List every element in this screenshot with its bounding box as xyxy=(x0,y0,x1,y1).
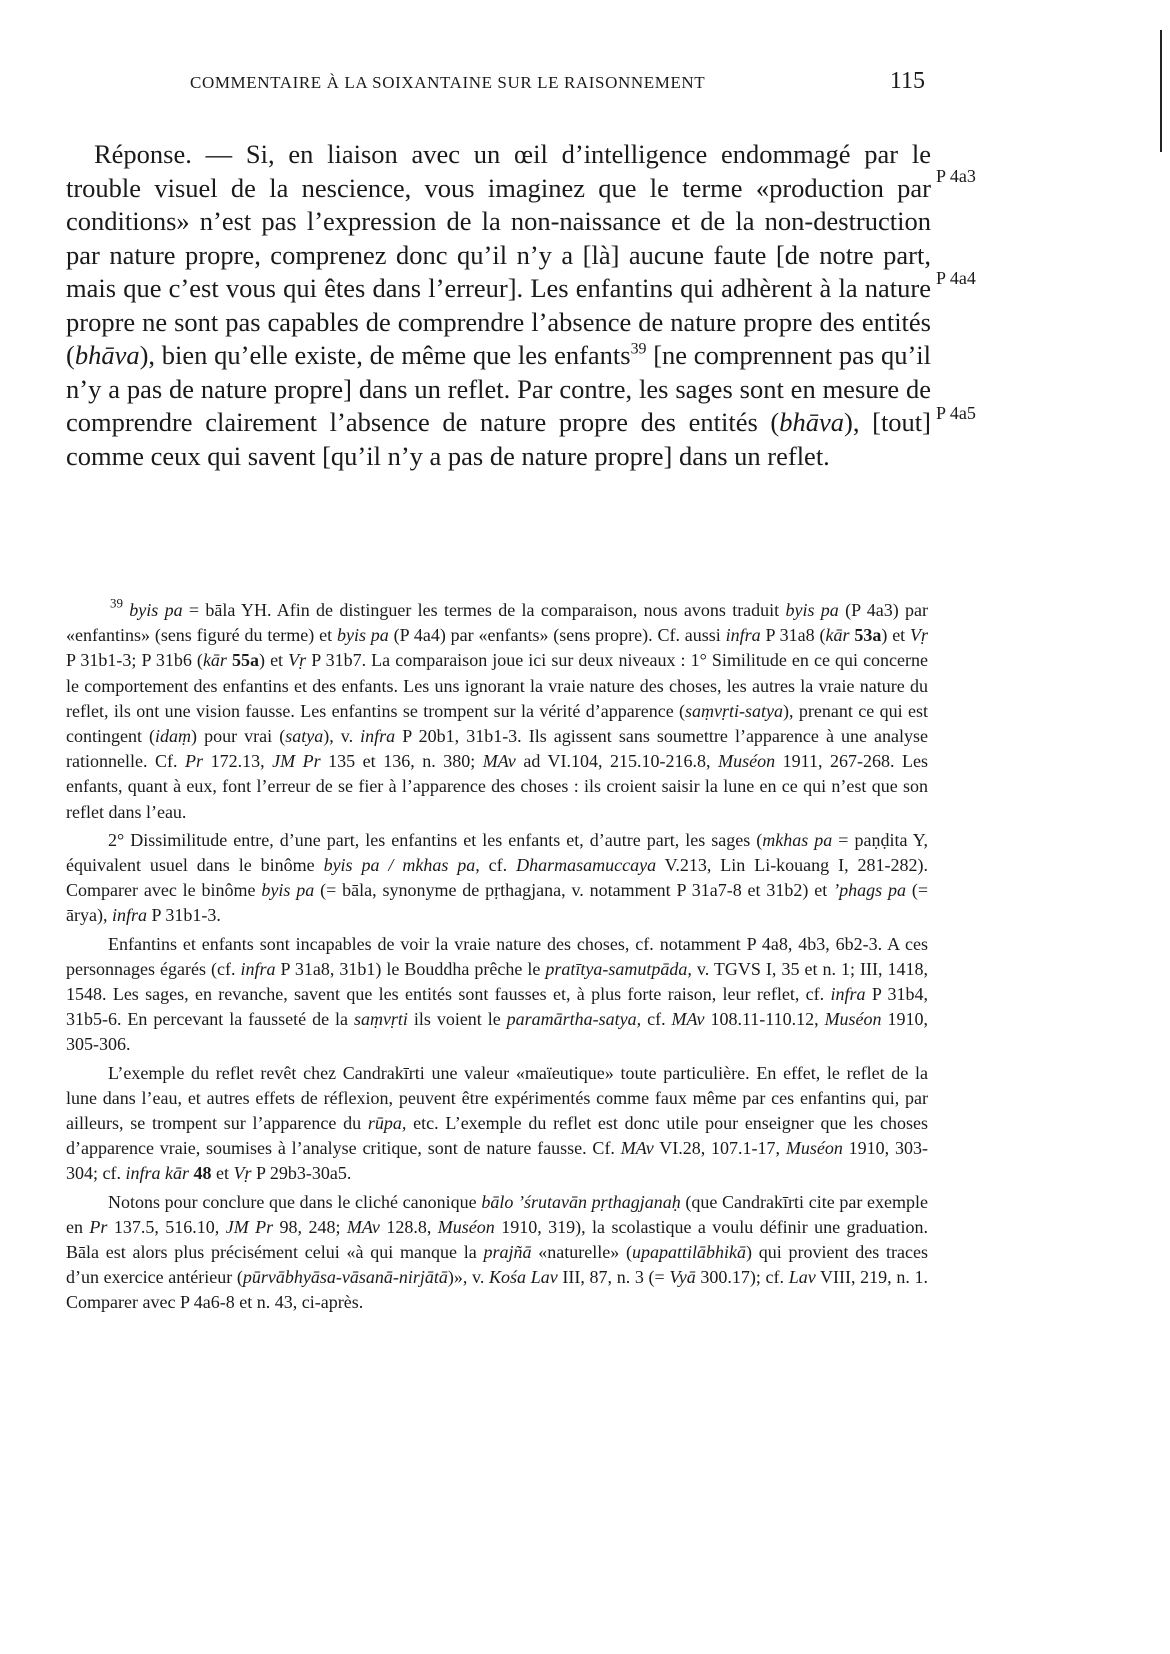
text-run: ), v. xyxy=(323,726,361,747)
text-run: cf. xyxy=(641,1009,672,1030)
text-run: V.213, Lin Li-kouang I, 281-282). Comparer avec le binôme xyxy=(66,855,929,901)
text-run: = paṇḍita Y, équivalent usuel dans le binôme xyxy=(66,829,928,876)
footnotes xyxy=(66,595,929,1319)
italic-run: idaṃ xyxy=(155,726,192,747)
text-run: ), prenant ce qui est contingent ( xyxy=(66,700,928,747)
italic-run: MAv xyxy=(671,1009,705,1030)
italic-run: Vṛ xyxy=(910,625,929,646)
text-run: L’exemple du reflet revêt chez Candrakīrti une valeur «maïeutique» toute particulière. En effet, le reflet de la lune dans l’eau, et autres effets de réflexion, peuvent être expérimentés comme faux même par ces enfantins qui, par ailleurs, se trompent sur l’apparence du xyxy=(66,1062,928,1134)
margin-reference: P 4a5 xyxy=(936,403,976,423)
page-edge-mark xyxy=(1160,30,1162,152)
italic-run: Pr xyxy=(89,1216,108,1237)
text-run: 128.8, xyxy=(379,1216,438,1237)
italic-run: kār xyxy=(825,625,850,646)
footnote-39-paragraph-2 xyxy=(66,828,928,929)
text-run: cf. xyxy=(479,855,517,876)
margin-reference: P 4a3 xyxy=(936,166,976,186)
main-text xyxy=(66,138,931,473)
italic-run: Pr xyxy=(185,751,204,772)
text-run: ) et xyxy=(881,625,911,646)
text-run: P 31b1-3. xyxy=(146,905,221,926)
italic-run: byis pa xyxy=(129,600,183,620)
text-run: «naturelle» ( xyxy=(531,1242,632,1263)
italic-run: rūpa, xyxy=(367,1113,407,1134)
italic-run: JM Pr xyxy=(225,1216,274,1237)
italic-run: Muséon xyxy=(718,751,776,772)
italic-run: pūrvābhyāsa-vāsanā-nirjātā xyxy=(242,1267,448,1288)
text-run: ) pour vrai ( xyxy=(191,726,286,747)
footnote-39-paragraph-5 xyxy=(66,1190,928,1316)
text-run: = bāla YH. Afin de distinguer les termes de la comparaison, nous avons traduit xyxy=(182,600,786,620)
italic-run: paramārtha-satya, xyxy=(506,1009,642,1030)
italic-run: Dharmasamuccaya xyxy=(516,855,657,876)
text-run: Notons pour conclure que dans le cliché canonique xyxy=(108,1191,482,1212)
italic-run: pratītya-samutpāda, xyxy=(545,958,692,979)
italic-run: Muséon xyxy=(824,1009,882,1030)
margin-reference: P 4a4 xyxy=(936,268,976,288)
text-run: ad VI.104, 215.10-216.8, xyxy=(515,751,719,772)
italic-run: upapattilābhikā xyxy=(632,1242,746,1263)
italic-run: saṃvṛti xyxy=(353,1009,408,1030)
text-run: ils voient le xyxy=(407,1009,507,1030)
text-run: 172.13, xyxy=(203,751,273,772)
italic-run: Kośa Lav xyxy=(489,1267,558,1288)
text-run: P 20b1, 31b1-3. Ils agissent sans soumettre l’apparence à une analyse rationnelle. Cf. xyxy=(66,726,929,772)
italic-run: bālo ’śrutavān pṛthagjanaḥ xyxy=(481,1191,681,1212)
italic-run: mkhas pa xyxy=(762,829,833,850)
text-run: et xyxy=(211,1163,234,1184)
text-run: (P 4a3) par «enfantins» (sens figuré du terme) et xyxy=(66,600,929,646)
italic-run: MAv xyxy=(620,1138,654,1159)
text-run: P 29b3-30a5. xyxy=(251,1163,352,1184)
italic-run: byis pa xyxy=(785,600,839,620)
text-run: ), [tout] comme ceux qui savent [qu’il n’y a pas de nature propre] dans un reflet. xyxy=(66,407,931,471)
text-run: [ne comprennent pas qu’il n’y a pas de nature propre] dans un reflet. Par contre, les sages sont en mesure de comprendre clairement l’absence de nature propre des entités ( xyxy=(66,340,931,437)
italic-run: JM Pr xyxy=(272,751,321,772)
text-run: 1910, 305-306. xyxy=(66,1009,928,1055)
page-number: 115 xyxy=(889,68,925,94)
italic-run: byis pa xyxy=(261,880,315,901)
italic-run: prajñā xyxy=(483,1242,532,1263)
italic-run: infra xyxy=(830,984,866,1005)
text-run: ), bien qu’elle existe, de même que les enfants xyxy=(139,340,631,370)
text-run: 137.5, 516.10, xyxy=(107,1216,226,1237)
text-run: VIII, 219, n. 1. Comparer avec P 4a6-8 et n. 43, ci-après. xyxy=(66,1267,929,1313)
bold-run: 53a xyxy=(854,625,882,646)
sanskrit-term: bhāva xyxy=(74,340,140,370)
italic-run: kār xyxy=(165,1163,189,1184)
footnote-39-paragraph-3 xyxy=(66,932,928,1058)
text-run: Enfantins et enfants sont incapables de voir la vraie nature des choses, cf. notamment P 4a8, 4b3, 6b2-3. A ces personnages égarés (cf. xyxy=(66,933,928,979)
italic-run: kār xyxy=(202,650,227,671)
footnote-39-paragraph-1 xyxy=(66,595,929,825)
text-run: P 31b1-3; P 31b6 ( xyxy=(66,650,203,671)
footnote-number: 39 xyxy=(110,595,123,611)
italic-run: Vyā xyxy=(669,1267,696,1288)
text-run: ) qui provient des traces d’un exercice antérieur ( xyxy=(66,1242,928,1288)
italic-run: infra xyxy=(111,905,147,926)
text-run: (P 4a4) par «enfants» (sens propre). Cf. aussi xyxy=(388,625,726,646)
text-run: 1910, 303-304; cf. xyxy=(66,1138,928,1184)
italic-run: byis pa xyxy=(336,625,389,646)
text-run: )», v. xyxy=(447,1267,490,1288)
text-run: v. TGVS I, 35 et n. 1; III, 1418, 1548. Les sages, en revanche, savent que les entités sont fausses et, à plus forte raison, leur reflet, cf. xyxy=(66,958,928,1005)
italic-run: infra xyxy=(725,625,761,646)
text-run: Réponse. — Si, en liaison avec un œil d’intelligence endommagé par le trouble visuel de la nescience, vous imaginez que le terme «production par conditions» n’est pas l’expression de la non-naissance et de la non-destruction par nature propre, comprenez donc qu’il n’y a [là] aucune faute [de notre part, mais que c’est vous qui êtes dans l’erreur]. Les enfantins qui adhèrent à la nature propre ne sont pas capables de comprendre l’absence de nature propre des entités ( xyxy=(66,139,931,370)
running-header xyxy=(190,68,925,95)
italic-run: MAv xyxy=(482,751,516,772)
text-run: 2° Dissimilitude entre, d’une part, les enfantins et les enfants et, d’autre part, les sages ( xyxy=(108,829,763,850)
text-run: etc. L’exemple du reflet est donc utile pour enseigner que les choses d’apparence vraie, soumises à l’analyse critique, sont de nature fausse. Cf. xyxy=(66,1113,928,1159)
text-run: ) et xyxy=(259,650,289,671)
italic-run: byis pa / mkhas pa, xyxy=(323,855,480,876)
text-run: 135 et 136, n. 380; xyxy=(320,751,483,772)
italic-run: infra xyxy=(360,726,396,747)
text-run: 98, 248; xyxy=(273,1216,347,1237)
italic-run: Muséon xyxy=(437,1216,495,1237)
italic-run: ’phags pa xyxy=(833,880,906,901)
italic-run: infra xyxy=(125,1163,161,1184)
text-run: 1910, 319), la scolastique a voulu définir une graduation. Bāla est alors plus précisément celui «à qui manque la xyxy=(66,1216,928,1263)
bold-run: 48 xyxy=(193,1163,212,1184)
italic-run: infra xyxy=(240,958,276,979)
text-run: P 31a8 ( xyxy=(760,625,826,646)
footnote-39-paragraph-4 xyxy=(66,1061,928,1187)
text-run: VI.28, 107.1-17, xyxy=(653,1138,786,1159)
running-title: COMMENTAIRE À LA SOIXANTAINE SUR LE RAISONNEMENT xyxy=(190,73,706,92)
sanskrit-term: bhāva xyxy=(779,407,845,437)
bold-run: 55a xyxy=(232,650,260,671)
text-run: P 31b4, 31b5-6. En percevant la fausseté de la xyxy=(66,984,928,1030)
main-paragraph xyxy=(66,138,931,473)
text-run: 1911, 267-268. Les enfants, quant à eux, font l’erreur de se fier à l’apparence des choses : ils croient saisir la lune en ce qui n’est que son reflet dans l’eau. xyxy=(66,751,928,822)
italic-run: Lav xyxy=(788,1267,816,1288)
text-run: 108.11-110.12, xyxy=(704,1009,825,1030)
text-run: III, 87, n. 3 (= xyxy=(557,1267,670,1288)
text-run: (que Candrakīrti cite par exemple en xyxy=(66,1191,928,1237)
text-run: (= ārya), xyxy=(66,880,929,926)
italic-run: satya xyxy=(285,726,324,747)
italic-run: Muséon xyxy=(785,1138,843,1159)
italic-run: MAv xyxy=(346,1216,380,1237)
text-run: (= bāla, synonyme de pṛthagjana, v. notamment P 31a7-8 et 31b2) et xyxy=(314,880,834,901)
text-run: 300.17); cf. xyxy=(695,1267,789,1288)
text-run: P 31a8, 31b1) le Bouddha prêche le xyxy=(275,958,546,979)
footnote-marker: 39 xyxy=(630,340,647,358)
italic-run: Vṛ xyxy=(288,650,307,671)
italic-run: saṃvṛti-satya xyxy=(685,700,784,721)
text-run: P 31b7. La comparaison joue ici sur deux niveaux : 1° Similitude en ce qui concerne le comportement des enfantins et des enfants. Les uns ignorant la vraie nature des choses, les autres la vraie nature du reflet, ils ont une vision fausse. Les enfantins se trompent sur la vérité d’apparence ( xyxy=(66,650,929,721)
italic-run: Vṛ xyxy=(233,1163,252,1184)
